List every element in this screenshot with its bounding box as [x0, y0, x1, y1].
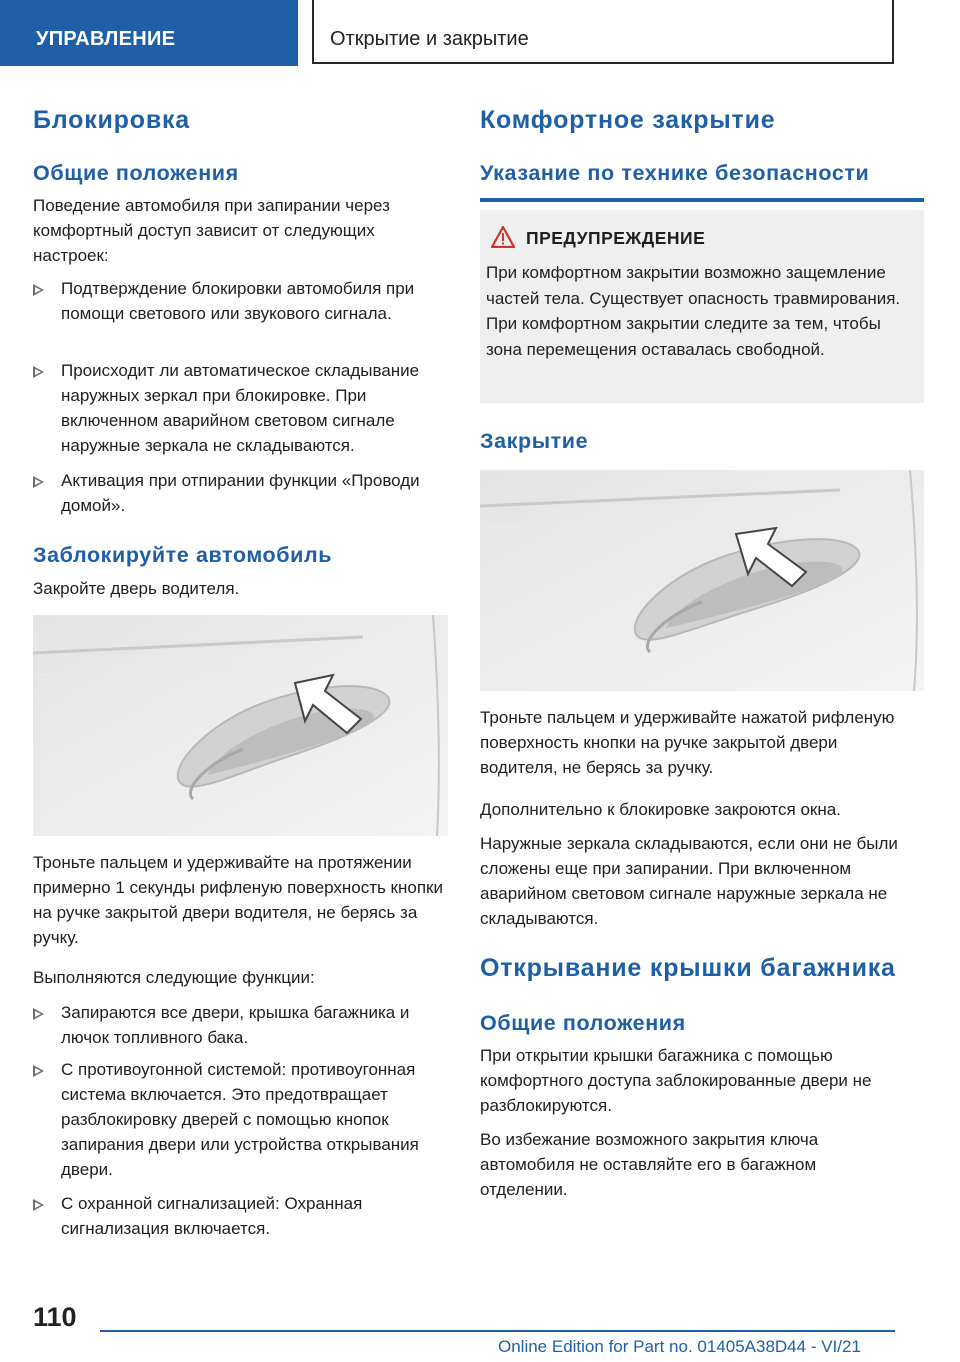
- trunk-paragraph-2: Во избежание возможного закрытия ключа автомобиля не оставляйте его в багажном отделении.: [480, 1130, 819, 1199]
- heading-locking: Блокировка: [33, 106, 190, 134]
- subheading-safety: Указание по технике безопасности: [480, 161, 870, 185]
- subheading-closing: Закрытие: [480, 429, 589, 453]
- functions-intro: Выполняются следующие функции:: [33, 968, 315, 987]
- windows-text: Дополнительно к блокировке закроются окна.: [480, 800, 841, 819]
- list-item: [33, 276, 448, 326]
- divider-rule: [480, 198, 924, 202]
- list-item-text: С противоугонной системой: противоугонная система включается. Это предотвращает разблокировку дверей с помощью кнопок запирания двери или устройства открывания двери.: [61, 1060, 419, 1179]
- door-handle-illustration: [480, 470, 924, 691]
- list-item-text: Запираются все двери, крышка багажника и лючок топливного бака.: [61, 1003, 410, 1047]
- warning-title: ПРЕДУПРЕЖДЕНИЕ: [526, 228, 706, 248]
- touch-instruction: Троньте пальцем и удерживайте нажатой рифленую поверхность кнопки на ручке закрытой двери водителя, не берясь за ручку.: [480, 708, 895, 777]
- edition-note: Online Edition for Part no. 01405A38D44 - VI/21: [498, 1337, 861, 1356]
- triangle-bullet-icon: [33, 1199, 44, 1211]
- subheading-lock-vehicle: Заблокируйте автомобиль: [33, 543, 333, 567]
- footer-rule: [100, 1330, 895, 1332]
- list-item-text: Происходит ли автоматическое складывание наружных зеркал при блокировке. При включенном аварийном световом сигнале наружные зеркала не складываются.: [61, 361, 420, 455]
- subheading-general: Общие положения: [33, 161, 239, 185]
- list-item-text: С охранной сигнализацией: Охранная сигнализация включается.: [61, 1194, 363, 1238]
- topic-header: [312, 0, 894, 64]
- heading-comfort-closing: Комфортное закрытие: [480, 106, 776, 134]
- list-item-text: Подтверждение блокировки автомобиля при помощи светового или звукового сигнала.: [61, 279, 415, 323]
- intro-paragraph: Поведение автомобиля при запирании через комфортный доступ зависит от следующих настроек:: [33, 196, 390, 265]
- trunk-paragraph-1: При открытии крышки багажника с помощью комфортного доступа заблокированные двери не разблокируются.: [480, 1046, 872, 1115]
- list-item: [33, 468, 448, 518]
- door-handle-illustration: [33, 615, 448, 836]
- page-number: 110: [33, 1302, 77, 1332]
- warning-box: [480, 210, 924, 403]
- subheading-general: Общие положения: [480, 1011, 686, 1035]
- mirrors-text: Наружные зеркала складываются, если они не были сложены еще при запирании. При включенном аварийном световом сигнале наружные зеркала не складываются.: [480, 834, 898, 928]
- triangle-bullet-icon: [33, 1065, 44, 1077]
- list-item: [33, 1000, 448, 1050]
- topic-title: Открытие и закрытие: [330, 28, 529, 50]
- section-title: УПРАВЛЕНИЕ: [36, 28, 176, 50]
- list-item: [33, 1191, 448, 1241]
- heading-trunk-opening: Открывание крышки багажника: [480, 954, 896, 982]
- list-item: [33, 1057, 448, 1182]
- door-handle-photo: [480, 470, 924, 691]
- list-item: [33, 358, 448, 458]
- triangle-bullet-icon: [33, 476, 44, 488]
- warning-text: При комфортном закрытии возможно защемление частей тела. Существует опасность травмирования. При комфортном закрытии следите за тем, чтобы зона перемещения оставалась свободной.: [486, 263, 901, 359]
- triangle-bullet-icon: [33, 1008, 44, 1020]
- touch-instruction: Троньте пальцем и удерживайте на протяжении примерно 1 секунды рифленую поверхность кнопки на ручке закрытой двери водителя, не берясь за ручку.: [33, 853, 443, 947]
- section-tab: [0, 0, 298, 66]
- triangle-bullet-icon: [33, 366, 44, 378]
- door-handle-photo: [33, 615, 448, 836]
- triangle-bullet-icon: [33, 284, 44, 296]
- close-door-text: Закройте дверь водителя.: [33, 579, 240, 598]
- warning-triangle-icon: [491, 226, 515, 248]
- list-item-text: Активация при отпирании функции «Проводи домой».: [61, 471, 420, 515]
